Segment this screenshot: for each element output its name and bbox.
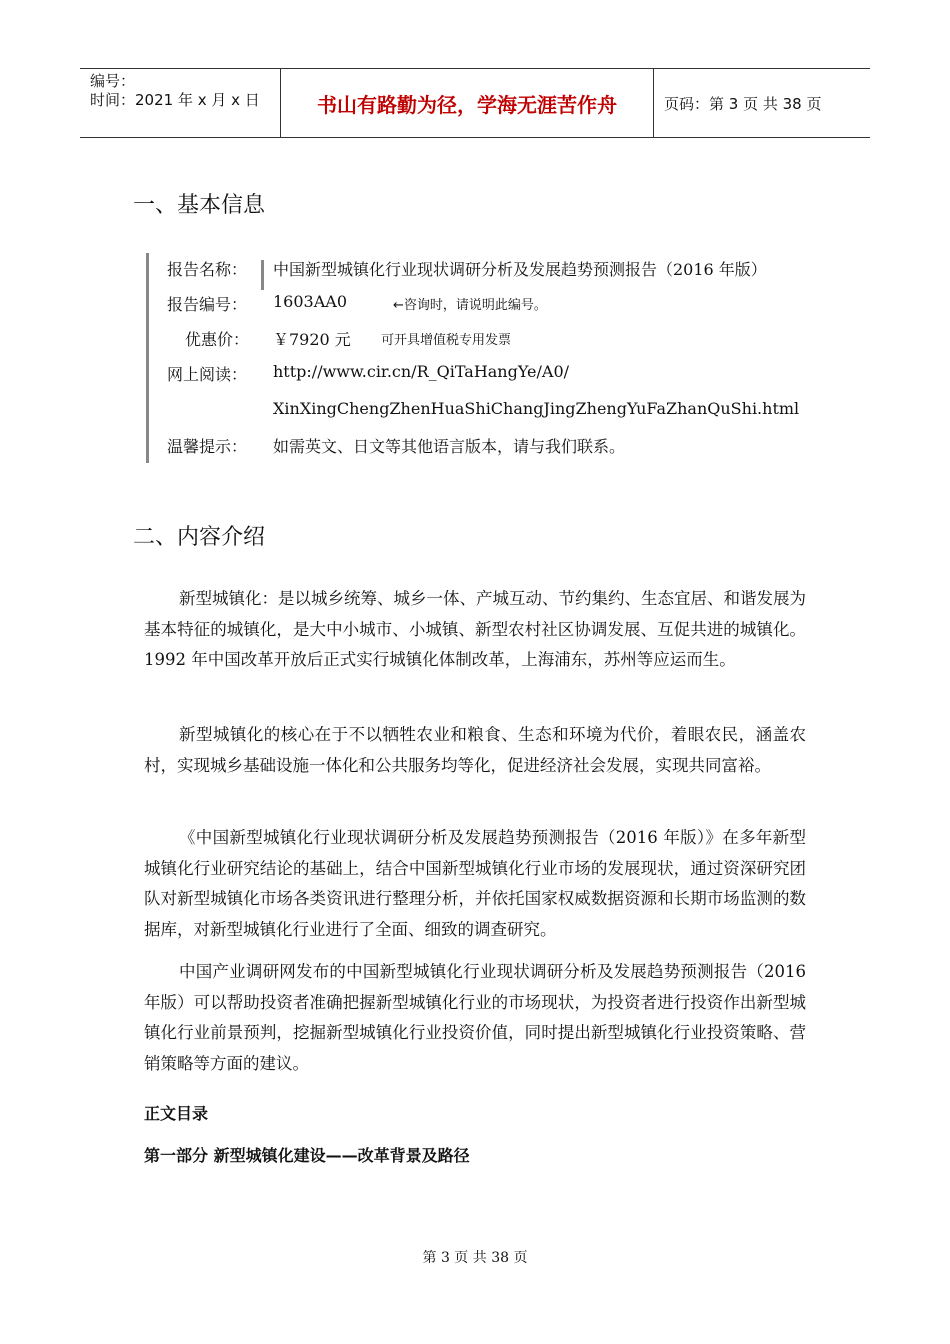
tip-value: 如需英文、日文等其他语言版本，请与我们联系。 bbox=[273, 437, 626, 456]
online-read-label: 网上阅读： bbox=[167, 365, 248, 384]
online-read-url-line1[interactable]: http://www.cir.cn/R_QiTaHangYe/A0/ bbox=[273, 362, 570, 381]
page-footer: 第 3 页 共 38 页 bbox=[422, 1250, 528, 1266]
toc-part-1: 第一部分 新型城镇化建设——改革背景及路径 bbox=[144, 1146, 470, 1165]
intro-paragraph-1: 新型城镇化：是以城乡统筹、城乡一体、产城互动、节约集约、生态宜居、和谐发展为基本特征的城镇化，是大中小城市、小城镇、新型农村社区协调发展、互促共进的城镇化。1992 年中国改革开放后正式实行城镇化体制改革，上海浦东，苏州等应运而生。 bbox=[144, 589, 806, 669]
report-name-value: 中国新型城镇化行业现状调研分析及发展趋势预测报告（2016 年版） bbox=[273, 260, 767, 279]
header-meta bbox=[90, 72, 260, 110]
page-header bbox=[80, 68, 870, 138]
intro-paragraph-4: 中国产业调研网发布的中国新型城镇化行业现状调研分析及发展趋势预测报告（2016 年版）可以帮助投资者准确把握新型城镇化行业的市场现状，为投资者进行投资作出新型城镇化行业前景预判，挖掘新型城镇化行业投资价值，同时提出新型城镇化行业投资策略、营销策略等方面的建议。 bbox=[144, 962, 806, 1073]
price-value: ￥7920 元 bbox=[273, 330, 351, 349]
report-code-label: 报告编号： bbox=[167, 295, 248, 314]
report-code-note: ←咨询时，请说明此编号。 bbox=[393, 298, 547, 313]
online-read-url-line2[interactable]: XinXingChengZhenHuaShiChangJingZhengYuFaZhanQuShi.html bbox=[273, 399, 800, 418]
report-name-label: 报告名称： bbox=[167, 260, 248, 279]
header-page-info: 页码：第 3 页 共 38 页 bbox=[664, 95, 822, 113]
toc-title: 正文目录 bbox=[144, 1104, 209, 1123]
section-title-content-intro: 二、内容介绍 bbox=[133, 525, 266, 550]
price-note: 可开具增值税专用发票 bbox=[381, 333, 512, 348]
price-label: 优惠价： bbox=[185, 330, 250, 349]
basic-info-block bbox=[146, 253, 829, 463]
section-title-basic-info: 一、基本信息 bbox=[133, 193, 266, 218]
intro-paragraph-2: 新型城镇化的核心在于不以牺牲农业和粮食、生态和环境为代价，着眼农民，涵盖农村，实现城乡基础设施一体化和公共服务均等化，促进经济社会发展，实现共同富裕。 bbox=[144, 725, 806, 775]
header-motto: 书山有路勤为径，学海无涯苦作舟 bbox=[280, 69, 654, 137]
document-date: 时间：2021 年 x 月 x 日 bbox=[90, 91, 260, 109]
intro-paragraph-3: 《中国新型城镇化行业现状调研分析及发展趋势预测报告（2016 年版）》在多年新型城镇化行业研究结论的基础上，结合中国新型城镇化行业市场的发展现状，通过资深研究团队对新型城镇化市场各类资讯进行整理分析，并依托国家权威数据资源和长期市场监测的数据库，对新型城镇化行业进行了全面、细致的调查研究。 bbox=[144, 828, 806, 939]
divider-bar bbox=[261, 260, 264, 290]
document-number-label: 编号： bbox=[90, 72, 136, 90]
tip-label: 温馨提示： bbox=[167, 437, 248, 456]
report-code-value: 1603AA0 bbox=[273, 292, 348, 311]
